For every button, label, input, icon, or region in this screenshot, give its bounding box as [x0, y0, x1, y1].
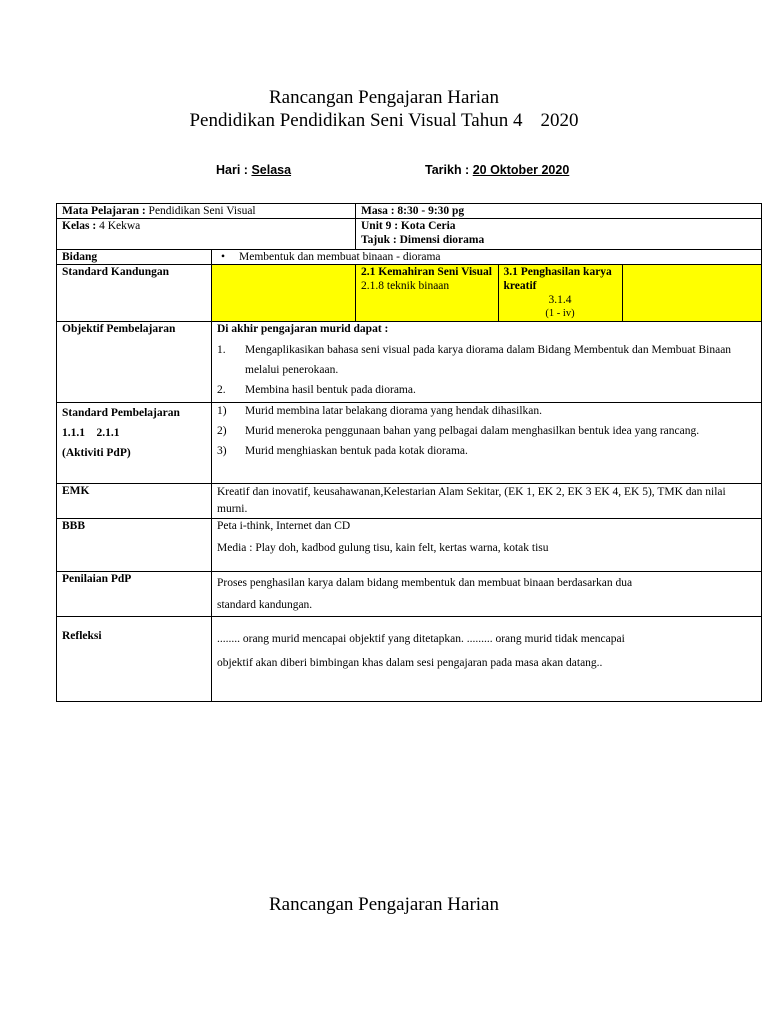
subject-year-label: Pendidikan Pendidikan Seni Visual Tahun 4 [189, 110, 523, 131]
sk-label: Standard Kandungan [57, 265, 212, 322]
tajuk-text: Tajuk : Dimensi diorama [361, 234, 485, 246]
mata-label: Mata Pelajaran : [62, 205, 146, 217]
row-standard-kandungan [57, 265, 762, 322]
bullet-icon: • [221, 251, 226, 263]
unit-cell [356, 219, 762, 250]
sk-21-cell [356, 265, 498, 321]
hari-label: Hari : [216, 163, 252, 177]
sp-label: Standard Pembelajaran [62, 407, 180, 419]
row-bbb [57, 519, 762, 572]
tarikh-value: 20 Oktober 2020 [472, 163, 570, 177]
list-item: 3) Murid menghiaskan bentuk pada kotak diorama. [217, 445, 468, 457]
mata-pelajaran-cell [57, 204, 356, 219]
sp-codes: 1.1.1 2.1.1 [62, 427, 120, 439]
row-mata-pelajaran [57, 204, 762, 219]
bidang-cell [212, 250, 762, 265]
row-emk [57, 484, 762, 519]
bbb-cell [212, 519, 762, 572]
row-standard-pembelajaran [57, 403, 762, 484]
list-item: 1) Murid membina latar belakang diorama yang hendak dihasilkan. [217, 405, 542, 417]
hari-value: Selasa [251, 163, 292, 177]
tarikh-label: Tarikh : [425, 163, 473, 177]
mata-value: Pendidikan Seni Visual [148, 205, 256, 217]
lesson-plan-table [56, 203, 762, 702]
row-objektif [57, 322, 762, 403]
document-title: Rancangan Pengajaran Harian [268, 87, 499, 108]
sk-blank-cell [622, 265, 761, 321]
list-item: 1. Mengaplikasikan bahasa seni visual pada karya diorama dalam Bidang Membentuk dan Membuat Binaan melalui penerokaan. [217, 344, 732, 376]
sk-empty-cell [212, 265, 356, 322]
kelas-value: 4 Kekwa [99, 220, 141, 232]
objektif-cell [212, 322, 762, 403]
unit-text: Unit 9 : Kota Ceria [361, 220, 456, 232]
sp-label-cell [57, 403, 212, 484]
document-subtitle [0, 110, 768, 132]
masa-text: Masa : 8:30 - 9:30 pg [361, 205, 465, 217]
sp-cell [212, 403, 762, 484]
list-item: 2. Membina hasil bentuk pada diorama. [217, 384, 416, 396]
refleksi-line2: objektif akan diberi bimbingan khas dalam sesi pengajaran pada masa akan datang.. [217, 657, 603, 669]
kelas-label: Kelas : [62, 220, 97, 232]
kelas-cell [57, 219, 356, 250]
objektif-label: Objektif Pembelajaran [57, 322, 212, 403]
penilaian-line2: standard kandungan. [217, 599, 313, 611]
list-item: 2) Murid meneroka penggunaan bahan yang pelbagai dalam menghasilkan bentuk idea yang rancang. [217, 425, 700, 437]
emk-label: EMK [57, 484, 212, 519]
bbb-line1: Peta i-think, Internet dan CD [217, 520, 351, 532]
sk-21-sub: 2.1.8 teknik binaan [361, 280, 450, 292]
penilaian-label: Penilaian PdP [57, 572, 212, 617]
masa-cell [356, 204, 762, 219]
refleksi-line1: ........ orang murid mencapai objektif yang ditetapkan. ......... orang murid tidak mencapai [217, 633, 625, 645]
refleksi-label: Refleksi [57, 617, 212, 702]
year-label: 2020 [540, 110, 579, 131]
penilaian-cell [212, 572, 762, 617]
bbb-label: BBB [57, 519, 212, 572]
penilaian-line1: Proses penghasilan karya dalam bidang membentuk dan membuat binaan berdasarkan dua [217, 577, 633, 589]
refleksi-cell [212, 617, 762, 702]
objektif-list [217, 340, 756, 400]
row-kelas [57, 219, 762, 250]
sk-31-range: (1 - iv) [545, 308, 575, 319]
sk-content-cell [356, 265, 762, 322]
hari-field [216, 163, 291, 177]
footer-title: Rancangan Pengajaran Harian [268, 894, 499, 915]
sk-31-cell [498, 265, 622, 321]
sk-31-code: 3.1.4 [548, 294, 572, 306]
objektif-intro: Di akhir pengajaran murid dapat : [217, 323, 389, 335]
row-refleksi [57, 617, 762, 702]
bbb-line2: Media : Play doh, kadbod gulung tisu, kain felt, kertas warna, kotak tisu [217, 542, 549, 554]
sp-aktiviti: (Aktiviti PdP) [62, 447, 131, 459]
bidang-label: Bidang [57, 250, 212, 265]
sk-31-title: 3.1 Penghasilan karya kreatif [503, 266, 612, 292]
tarikh-field [425, 163, 569, 177]
sp-list [217, 401, 756, 461]
emk-value: Kreatif dan inovatif, keusahawanan,Kelestarian Alam Sekitar, (EK 1, EK 2, EK 3 EK 4, EK 5), TMK dan nilai murni. [212, 484, 762, 519]
row-bidang [57, 250, 762, 265]
row-penilaian [57, 572, 762, 617]
sk-21-title: 2.1 Kemahiran Seni Visual [361, 266, 492, 278]
bidang-value: Membentuk dan membuat binaan - diorama [239, 251, 441, 263]
